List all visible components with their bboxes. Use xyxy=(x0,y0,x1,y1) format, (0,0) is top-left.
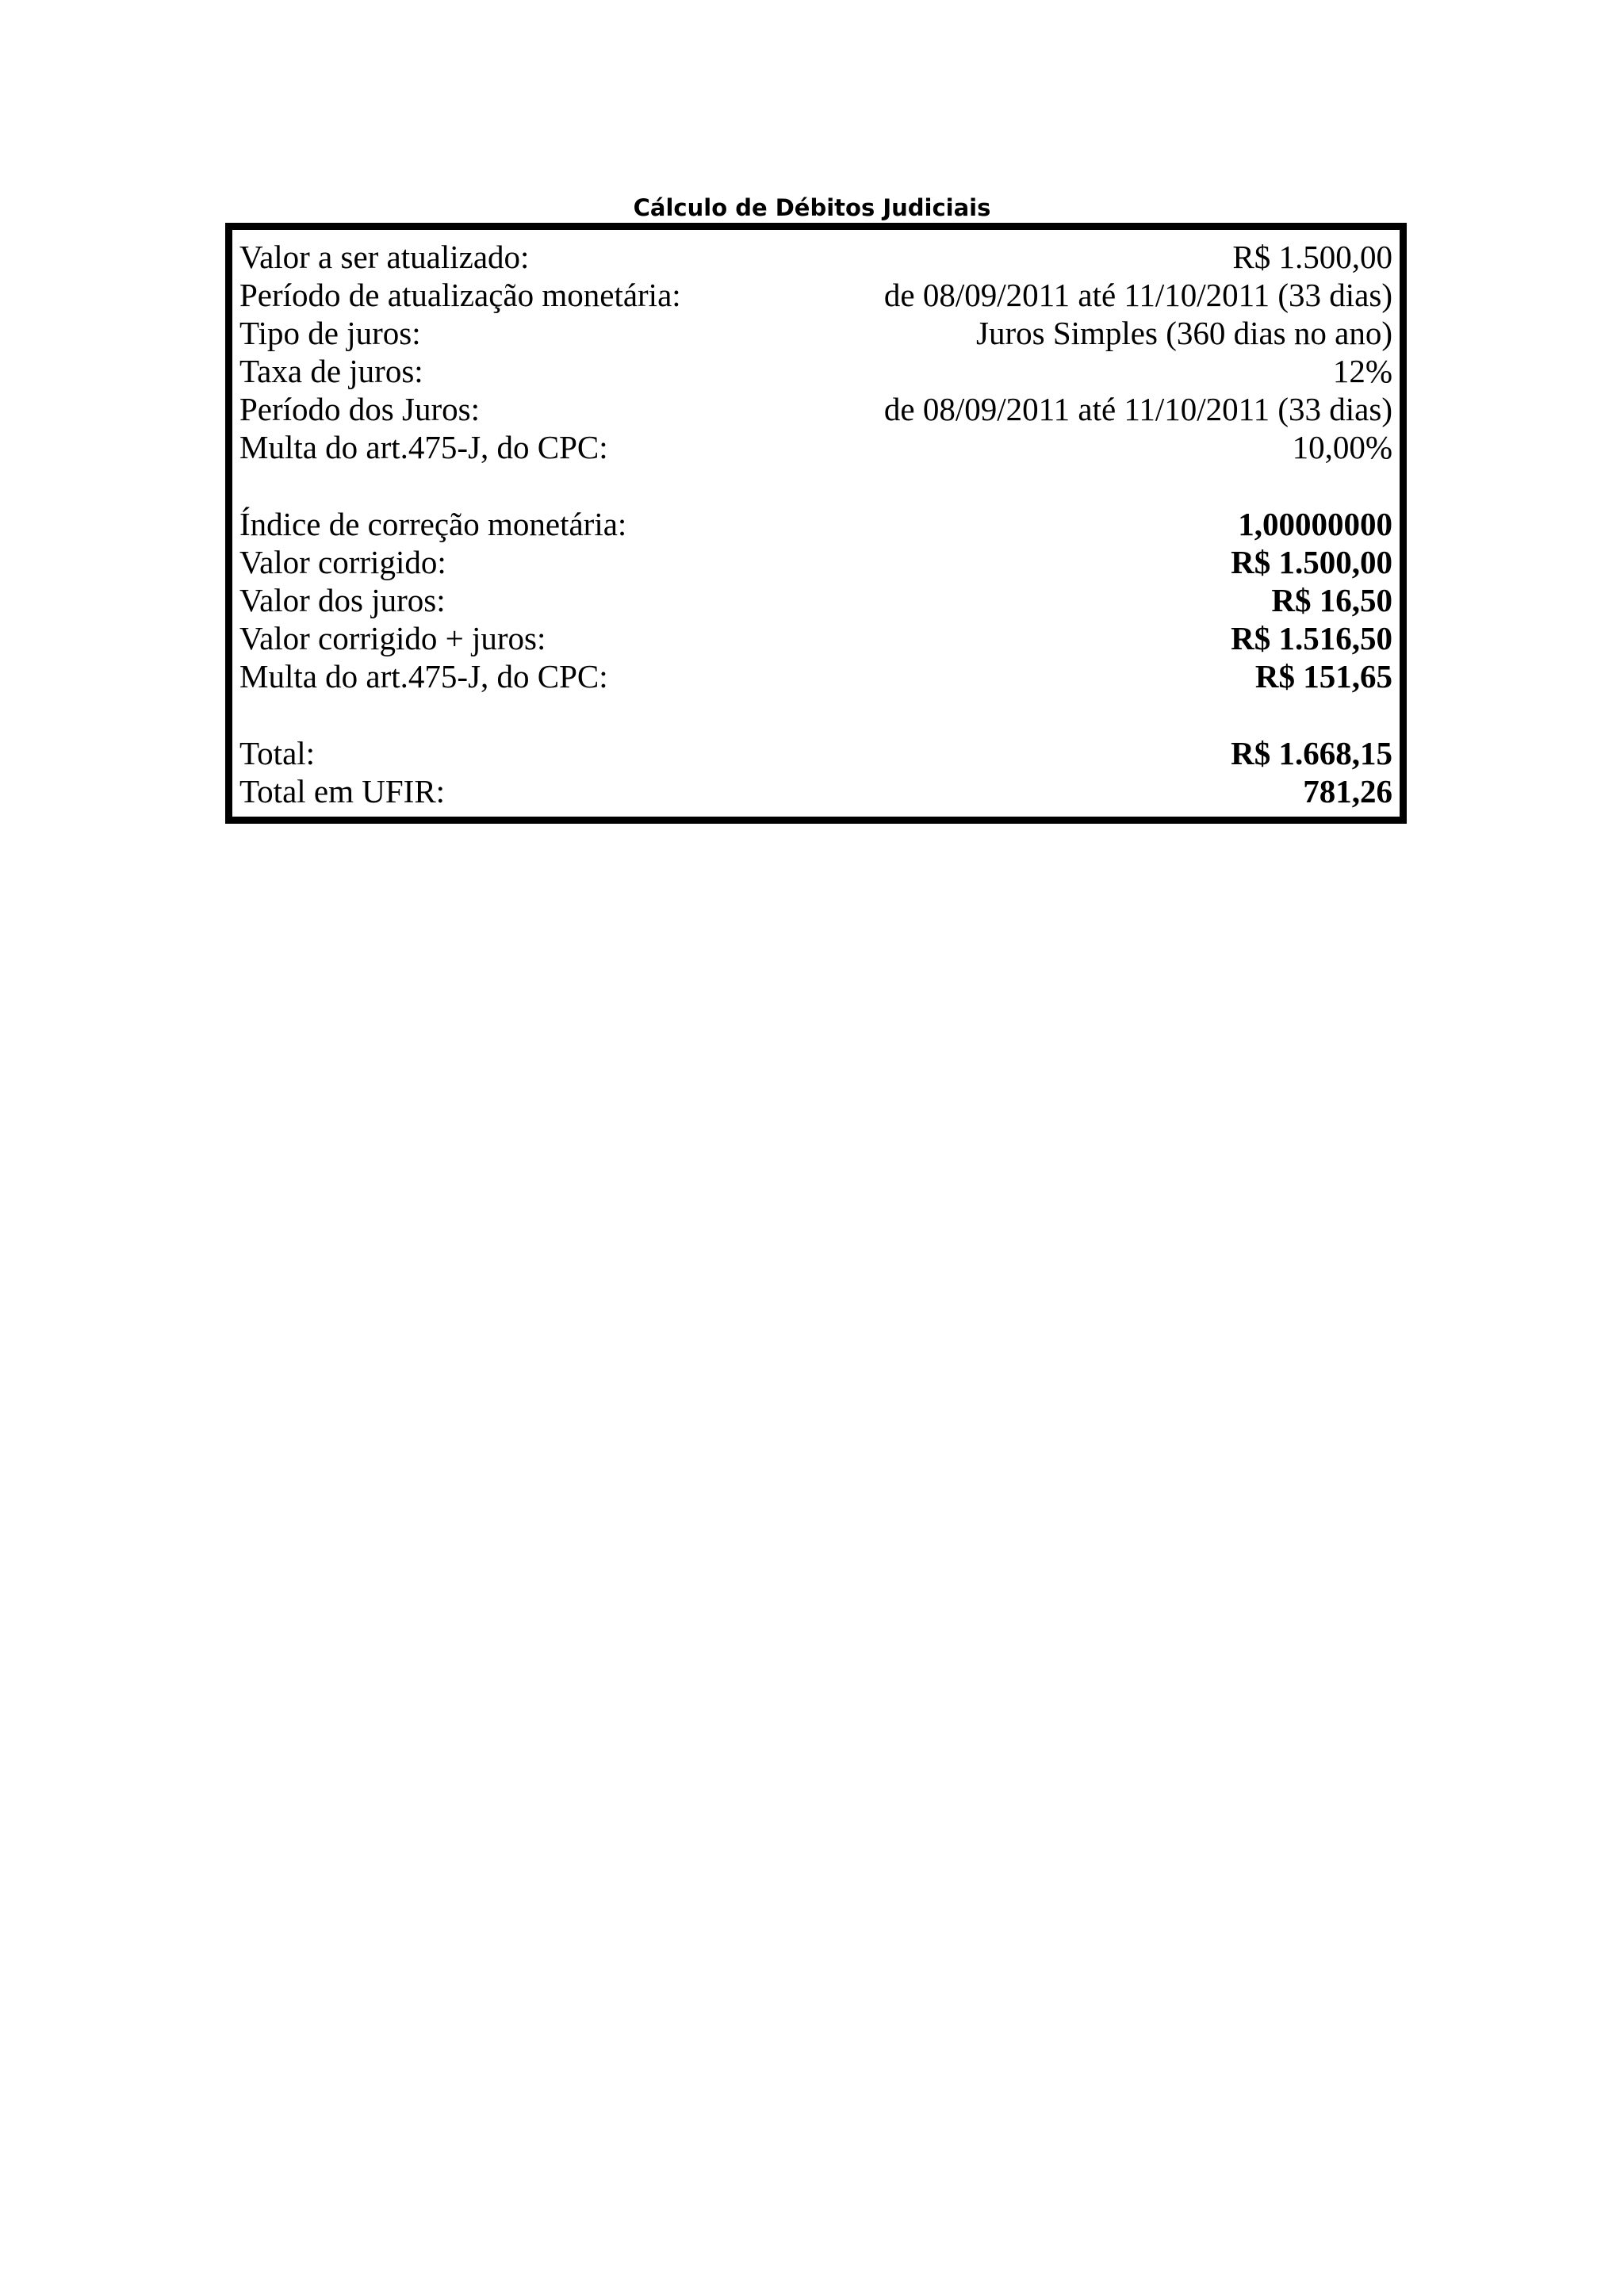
result-row-corrigido-mais-juros xyxy=(239,619,1392,657)
result-label: Índice de correção monetária: xyxy=(239,506,627,542)
total-ufir-row xyxy=(239,772,1392,810)
param-value: Juros Simples (360 dias no ano) xyxy=(976,315,1392,351)
result-label: Valor dos juros: xyxy=(239,582,446,618)
param-row-periodo-juros xyxy=(239,390,1392,428)
result-row-valor-corrigido xyxy=(239,543,1392,581)
result-value: R$ 1.500,00 xyxy=(1231,544,1392,580)
param-value: de 08/09/2011 até 11/10/2011 (33 dias) xyxy=(883,277,1392,313)
section-spacer xyxy=(239,466,1392,505)
param-value: 10,00% xyxy=(1292,429,1392,465)
param-label: Tipo de juros: xyxy=(239,315,421,351)
result-value: R$ 151,65 xyxy=(1254,658,1392,695)
param-row-multa-percentual xyxy=(239,428,1392,466)
result-label: Multa do art.475-J, do CPC: xyxy=(239,658,608,695)
total-label: Total: xyxy=(239,735,316,771)
document-title: Cálculo de Débitos Judiciais xyxy=(633,194,991,221)
param-row-periodo-atualizacao xyxy=(239,276,1392,314)
total-value: R$ 1.668,15 xyxy=(1231,735,1392,771)
result-value: R$ 16,50 xyxy=(1271,582,1392,618)
result-value: 1,00000000 xyxy=(1238,506,1392,542)
calculation-table xyxy=(225,223,1407,824)
param-value: de 08/09/2011 até 11/10/2011 (33 dias) xyxy=(883,391,1392,427)
result-label: Valor corrigido: xyxy=(239,544,446,580)
param-row-valor-atualizar xyxy=(239,238,1392,276)
param-value: 12% xyxy=(1332,353,1392,389)
total-ufir-label: Total em UFIR: xyxy=(239,773,446,809)
param-row-tipo-juros xyxy=(239,314,1392,352)
param-row-taxa-juros xyxy=(239,352,1392,390)
param-value: R$ 1.500,00 xyxy=(1232,239,1392,275)
total-ufir-value: 781,26 xyxy=(1303,773,1392,809)
result-value: R$ 1.516,50 xyxy=(1231,620,1392,656)
section-spacer xyxy=(239,695,1392,734)
param-label: Período de atualização monetária: xyxy=(239,277,681,313)
param-label: Taxa de juros: xyxy=(239,353,423,389)
param-label: Período dos Juros: xyxy=(239,391,480,427)
total-row xyxy=(239,734,1392,772)
result-row-indice-correcao xyxy=(239,505,1392,543)
result-row-multa-valor xyxy=(239,657,1392,695)
param-label: Valor a ser atualizado: xyxy=(239,239,530,275)
param-label: Multa do art.475-J, do CPC: xyxy=(239,429,608,465)
result-label: Valor corrigido + juros: xyxy=(239,620,546,656)
result-row-valor-juros xyxy=(239,581,1392,619)
